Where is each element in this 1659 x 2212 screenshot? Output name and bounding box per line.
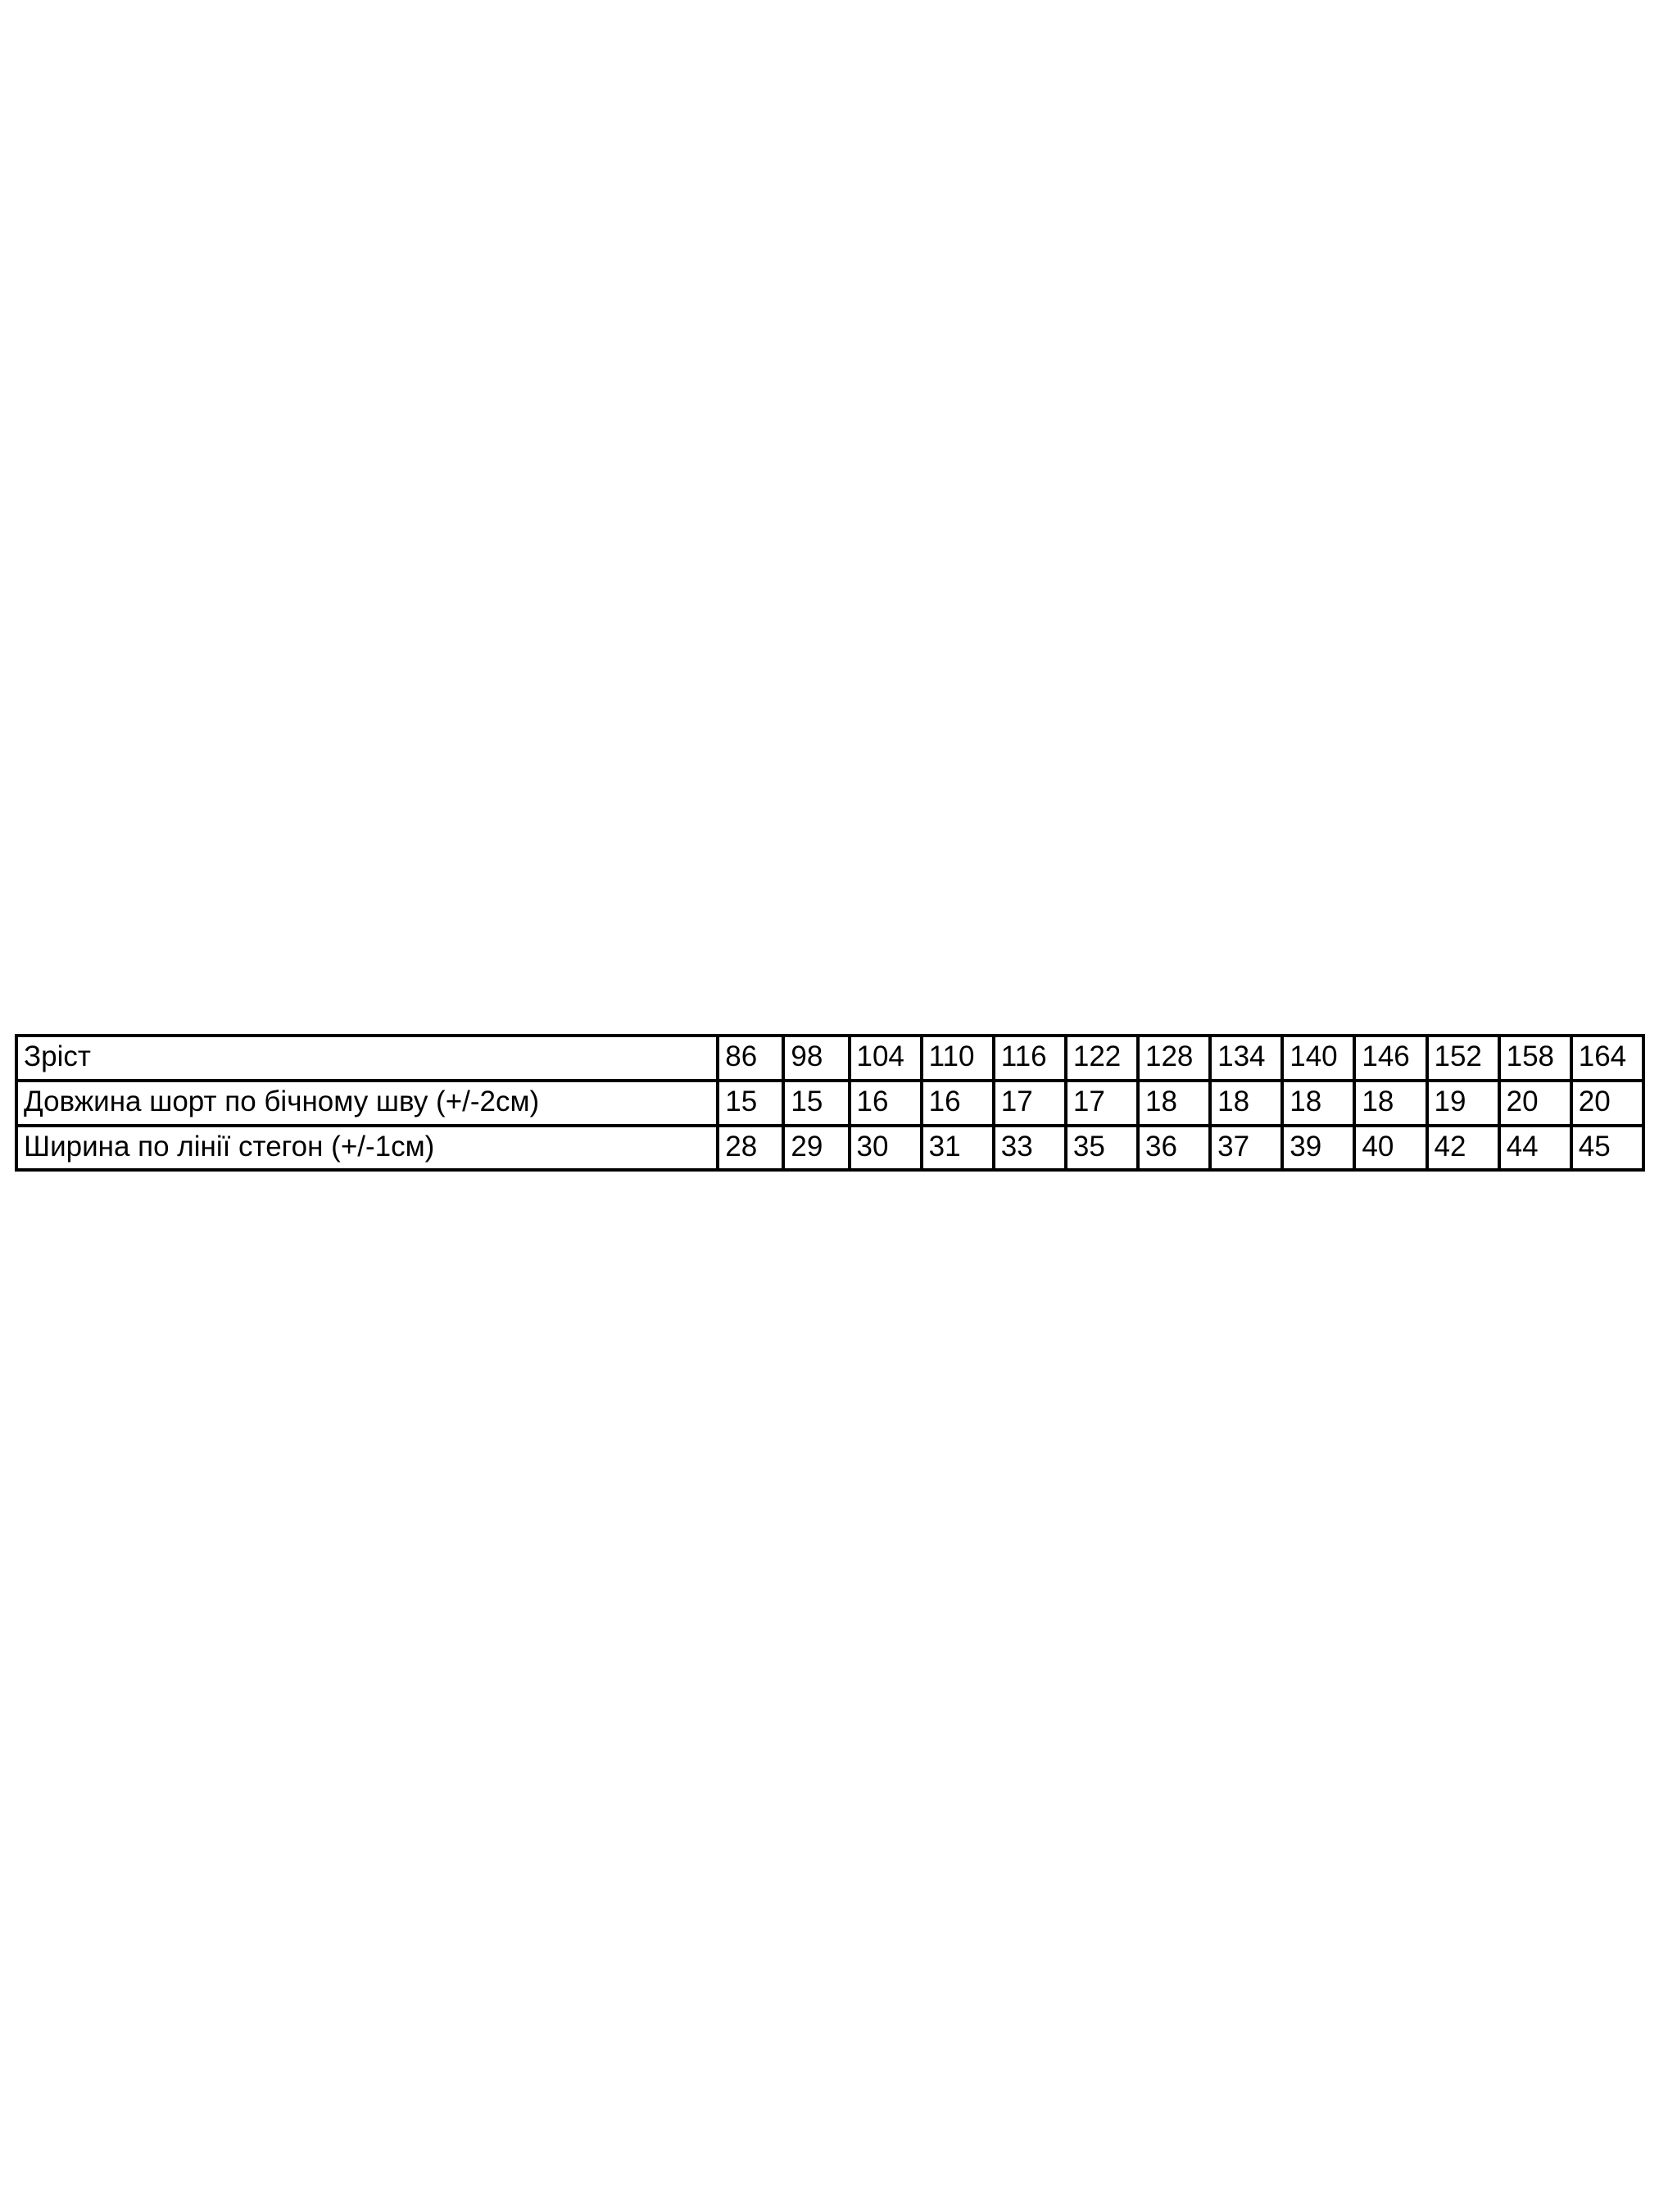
cell-hip-7: 37 [1210,1126,1282,1171]
cell-length-5: 17 [1066,1081,1138,1126]
row-label-short-length: Довжина шорт по бічному шву (+/-2см) [16,1081,718,1126]
cell-length-2: 16 [850,1081,922,1126]
cell-hip-0: 28 [718,1126,783,1171]
cell-height-8: 140 [1282,1036,1354,1081]
cell-length-12: 20 [1571,1081,1643,1126]
cell-hip-6: 36 [1138,1126,1210,1171]
cell-height-1: 98 [783,1036,849,1081]
cell-hip-4: 33 [994,1126,1066,1171]
cell-hip-10: 42 [1427,1126,1499,1171]
table-row [16,1081,1643,1126]
cell-length-10: 19 [1427,1081,1499,1126]
cell-hip-1: 29 [783,1126,849,1171]
table-row [16,1036,1643,1081]
cell-height-5: 122 [1066,1036,1138,1081]
size-chart-table [15,1034,1645,1172]
cell-hip-5: 35 [1066,1126,1138,1171]
size-chart-container [15,1034,1645,1172]
cell-height-12: 164 [1571,1036,1643,1081]
cell-length-3: 16 [922,1081,994,1126]
cell-hip-3: 31 [922,1126,994,1171]
cell-length-8: 18 [1282,1081,1354,1126]
cell-length-11: 20 [1499,1081,1571,1126]
cell-height-4: 116 [994,1036,1066,1081]
cell-length-0: 15 [718,1081,783,1126]
size-chart-body [16,1036,1643,1170]
cell-height-11: 158 [1499,1036,1571,1081]
cell-hip-11: 44 [1499,1126,1571,1171]
cell-hip-12: 45 [1571,1126,1643,1171]
cell-height-10: 152 [1427,1036,1499,1081]
row-label-height: Зріст [16,1036,718,1081]
cell-length-1: 15 [783,1081,849,1126]
cell-length-6: 18 [1138,1081,1210,1126]
cell-height-7: 134 [1210,1036,1282,1081]
row-label-hip-width: Ширина по лінії стегон (+/-1см) [16,1126,718,1171]
table-row [16,1126,1643,1171]
cell-hip-8: 39 [1282,1126,1354,1171]
cell-length-7: 18 [1210,1081,1282,1126]
cell-height-3: 110 [922,1036,994,1081]
cell-hip-9: 40 [1354,1126,1426,1171]
cell-height-6: 128 [1138,1036,1210,1081]
cell-height-0: 86 [718,1036,783,1081]
cell-length-4: 17 [994,1081,1066,1126]
cell-hip-2: 30 [850,1126,922,1171]
cell-length-9: 18 [1354,1081,1426,1126]
cell-height-2: 104 [850,1036,922,1081]
cell-height-9: 146 [1354,1036,1426,1081]
